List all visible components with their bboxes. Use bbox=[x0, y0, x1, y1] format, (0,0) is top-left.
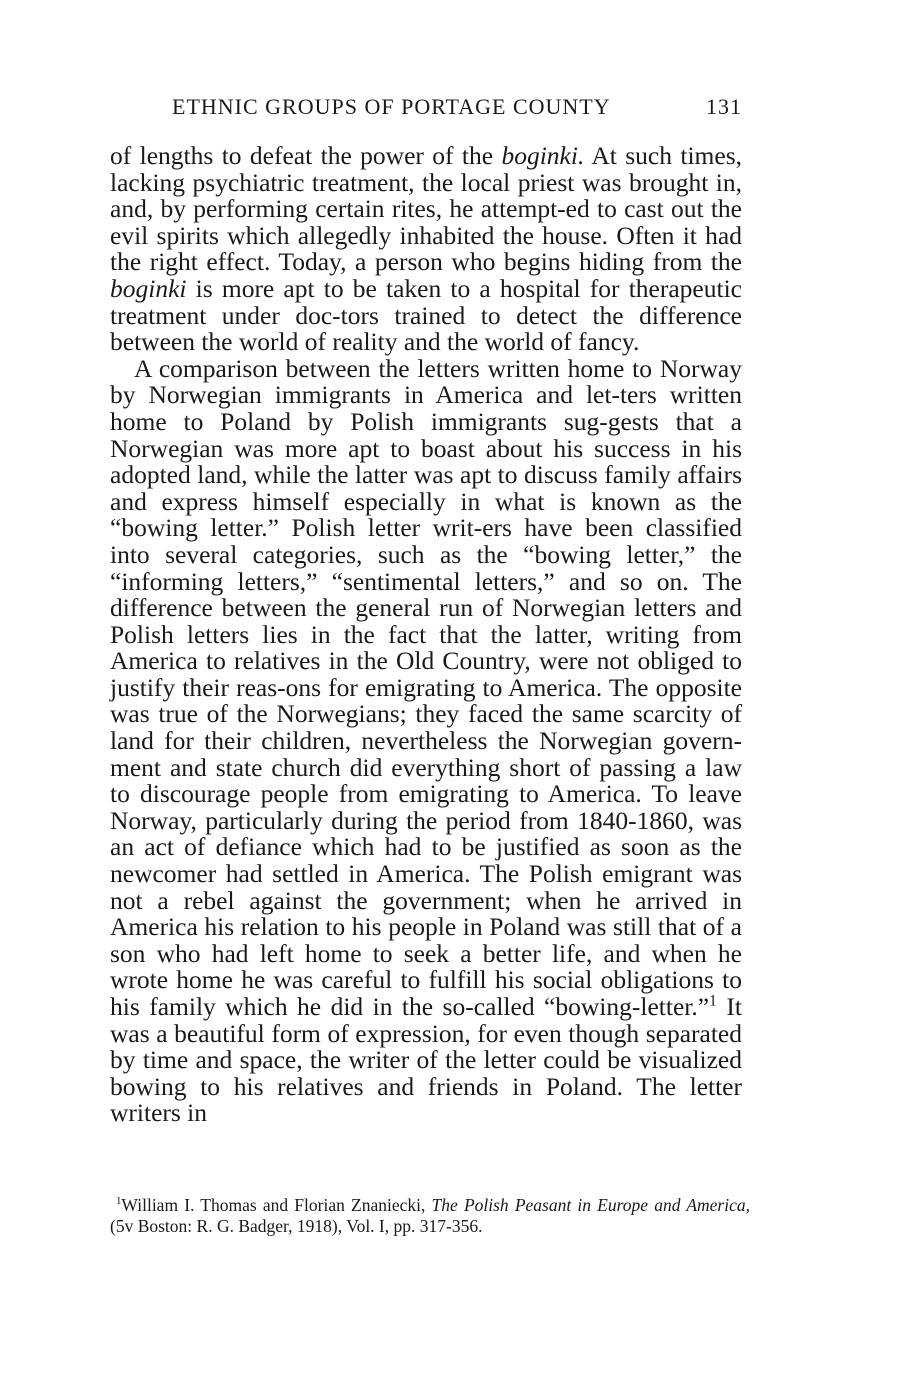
paragraph-2-text-1: A comparison between the letters written home to Norway by Norwegian immigrants in America and let-ters written home to Poland by Polish immigrants sug-gests that a Norwegian was more apt to boast about his success in his adopted land, while the latter was apt to discuss family affairs and express himself especially in what is known as the “bowing letter.” Polish letter writ-ers have been classified into several categories, such as the “bowing letter,” the “informing letters,” “sentimental letters,” and so on. The difference between the general run of Norwegian letters and Polish letters lies in the fact that the latter, writing from America to relatives in the Old Country, were not obliged to justify their reas-ons for emigrating to America. The opposite was true of the Norwegians; they faced the same scarcity of land for their children, nevertheless the Norwegian govern-ment and state church did everything short of passing a law to discourage people from emigrating to America. To leave Norway, particularly during the period from 1840-1860, was an act of defiance which had to be justified as soon as the newcomer had settled in America. The Polish emigrant was not a rebel against the government; when he arrived in America his relation to his people in Poland was still that of a son who had left home to seek a better life, and when he wrote home he was careful to fulfill his social obligations to his family which he did in the so-called “bowing-letter.” bbox=[110, 353, 742, 1021]
running-header bbox=[172, 94, 742, 120]
footnote-book-title: The Polish Peasant in Europe and America, bbox=[431, 1195, 750, 1215]
footnote-marker: 1 bbox=[116, 1195, 122, 1208]
paragraph-1-text-1: of lengths to defeat the power of the bbox=[110, 141, 502, 170]
paragraph-1-text-2: At such times, lacking psychiatric treatment, the local priest was brought in, and, by performing certain rites, he attempt-ed to cast out the evil spirits which allegedly inhabited the house. Often it had the right effect. Today, a person who begins hiding from the bbox=[110, 141, 742, 277]
paragraph-1 bbox=[110, 143, 742, 356]
italic-term-boginki: boginki. bbox=[501, 141, 585, 170]
italic-term-boginki-2: boginki bbox=[110, 273, 187, 303]
footnotes bbox=[110, 1195, 750, 1237]
paragraph-1-text-3: is more apt to be taken to a hospital for therapeutic treatment under doc-tors trained to detect the difference between the world of reality and the world of fancy. bbox=[110, 273, 742, 357]
footnote-publication: (5v Boston: R. G. Badger, 1918), Vol. I, pp. 317-356. bbox=[110, 1216, 483, 1236]
page-number: 131 bbox=[706, 94, 742, 119]
footnote-authors: William I. Thomas and Florian Znaniecki, bbox=[121, 1195, 432, 1215]
footnote-1 bbox=[110, 1195, 750, 1237]
paragraph-2-text-2: It was a beautiful form of expression, for even though separated by time and space, the writer of the letter could be visualized bowing to his relatives and friends in Poland. The letter writers in bbox=[110, 992, 742, 1128]
body-text bbox=[110, 143, 742, 1127]
footnote-reference: 1 bbox=[709, 992, 717, 1010]
paragraph-2 bbox=[110, 353, 742, 1128]
header-title: ETHNIC GROUPS OF PORTAGE COUNTY bbox=[172, 94, 611, 119]
